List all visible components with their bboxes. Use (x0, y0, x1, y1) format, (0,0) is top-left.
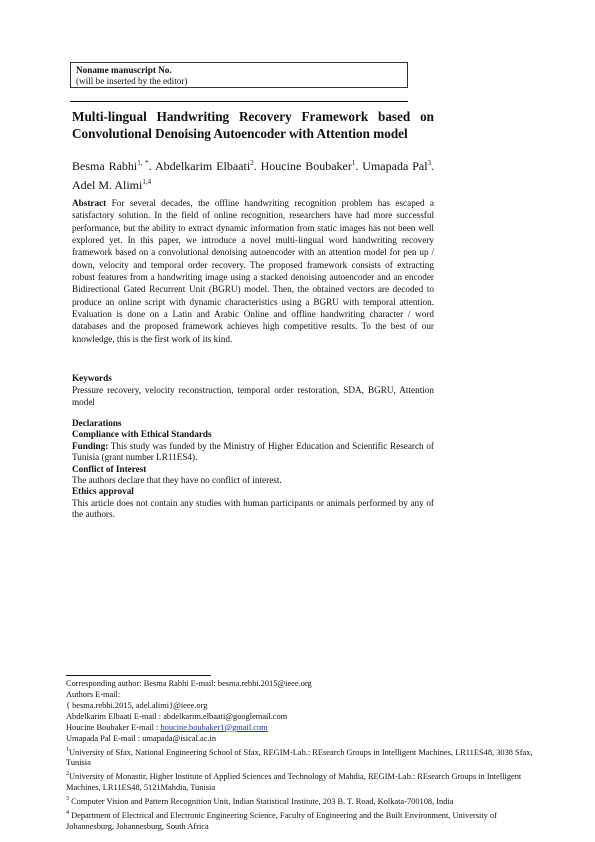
author-affiliation-mark: 3 (427, 159, 432, 167)
affiliation-mark: 3 (66, 796, 69, 803)
author-name: Besma Rabhi (72, 159, 138, 173)
author-name: Abdelkarim Elbaati (154, 159, 251, 173)
author-separator: . (355, 159, 363, 173)
boubaker-email (66, 723, 536, 734)
keywords-text: Pressure recovery, velocity reconstruction, temporal order restoration, SDA, BGRU, Attention model (72, 385, 434, 407)
author-name: Umapada Pal (362, 159, 428, 173)
ethics-heading: Ethics approval (72, 486, 134, 497)
editor-note: (will be inserted by the editor) (76, 76, 188, 86)
affiliation-3 (66, 794, 536, 808)
author-separator: . (148, 159, 155, 173)
author-separator: . (431, 159, 435, 173)
author-separator: . (253, 159, 261, 173)
pal-email: Umapada Pal E-mail : umapada@isical.ac.in (66, 733, 217, 743)
compliance-heading: Compliance with Ethical Standards (72, 429, 212, 440)
paper-title: Multi-lingual Handwriting Recovery Framework based on Convolutional Denoising Autoencoder with Attention model (72, 109, 434, 141)
footnotes (66, 679, 536, 833)
affiliation-1 (66, 745, 536, 770)
affiliation-4 (66, 808, 536, 833)
title-rule (70, 101, 408, 102)
abstract-text: For several decades, the offline handwriting recognition problem has escaped a satisfactory solution. In the field of online recognition, researchers have had more successful performance, but the ability to extract dynamic information from static images has not been well explored yet. In this paper, we introduce a novel multi-lingual word handwriting recovery framework based on a convolutional denoising autoencoder with an attention model for pen up / down, velocity and temporal order recovery. The proposed framework consists of extracting robust features from a handwriting image using a stacked denoising autoencoder and an encoder Bidirectional Gated Recurrent Unit (BGRU) model. Then, the obtained vectors are decoded to produce an online script with dynamic characteristics using a BGRU with temporal attention. Evaluation is done on a Latin and Arabic Online and offline handwriting character / word databases and the proposed framework achieves high competitive results. To the best of our knowledge, this is the first work of its kind. (72, 198, 434, 344)
conflict-text: The authors declare that they have no conflict of interest. (72, 475, 282, 486)
conflict-heading: Conflict of Interest (72, 463, 147, 474)
author-name: Adel M. Alimi (72, 178, 143, 192)
abstract (72, 197, 434, 345)
funding-statement (72, 441, 434, 464)
author-affiliation-mark: 2 (250, 159, 254, 167)
abstract-heading: Abstract (72, 198, 107, 208)
affiliation-text: Department of Electrical and Electronic Engineering Science, Faculty of Engineering and the Built Environment, University of Johannesburg, Johannesburg, South Africa (66, 810, 497, 831)
manuscript-number-box (70, 62, 408, 88)
author-affiliation-mark: 1,4 (142, 178, 152, 186)
keywords-heading: Keywords (72, 373, 112, 383)
footnote-rule (66, 675, 211, 676)
group-email: { besma.rebhi.2015, adel.alimi}@ieee.org (66, 700, 208, 710)
boubaker-email-prefix: Houcine Boubaker E-mail : (66, 722, 161, 732)
elbaati-email: Abdelkarim Elbaati E-mail : abdelkarim.elbaati@googlemail.com (66, 711, 288, 721)
affiliation-mark: 4 (66, 809, 69, 816)
manuscript-number-label: Noname manuscript No. (76, 65, 172, 75)
authors-email-label: Authors E-mail: (66, 689, 121, 699)
affiliation-2 (66, 769, 536, 794)
boubaker-email-link[interactable]: houcine.boubaker1@gmail.com (160, 722, 268, 732)
affiliation-mark: 2 (66, 771, 69, 778)
affiliation-text: Computer Vision and Pattern Recognition Unit, Indian Statistical Institute, 203 B. T. Road, Kolkata-700108, India (69, 796, 454, 806)
funding-label: Funding: (72, 440, 109, 451)
author-affiliation-mark: 1, * (137, 159, 149, 167)
affiliation-text: University of Monastir, Higher Institute of Applied Sciences and Technology of Mahdia, REGIM-Lab.: REsearch Groups in Intelligent Machines, LR11ES48, 5121Mahdia, Tunisia (66, 772, 522, 793)
author-name: Houcine Boubaker (260, 159, 352, 173)
author-list (72, 155, 434, 193)
affiliation-mark: 1 (66, 746, 69, 753)
funding-text: This study was funded by the Ministry of Higher Education and Scientific Research of Tunisia (grant number LR11ES4). (72, 440, 434, 463)
declarations-heading: Declarations (72, 418, 122, 428)
author-affiliation-mark: 1 (351, 159, 356, 167)
affiliation-text: University of Sfax, National Engineering School of Sfax, REGIM-Lab.: REsearch Groups in Intelligent Machines, LR11ES48, 3038 Sfax, Tunisia (66, 747, 533, 768)
corresponding-author-note: Corresponding author: Besma Rabhi E-mail: besma.rebhi.2015@ieee.org (66, 679, 312, 688)
declarations-section (72, 418, 434, 521)
ethics-text: This article does not contain any studies with human participants or animals performed by any of the authors. (72, 497, 434, 520)
